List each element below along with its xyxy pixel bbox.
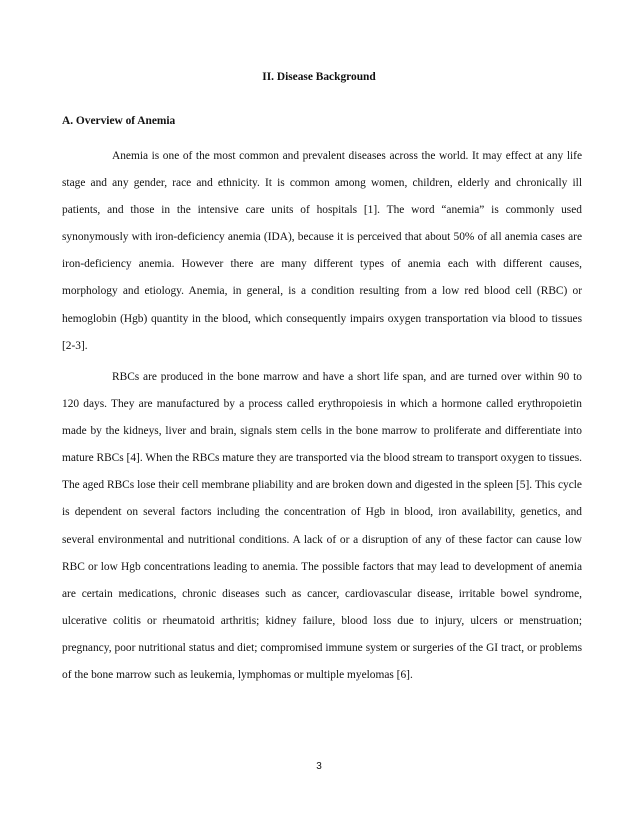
subsection-title: A. Overview of Anemia xyxy=(62,115,176,127)
section-title: II. Disease Background xyxy=(262,71,376,83)
paragraph-rbc-production: RBCs are produced in the bone marrow and have a short life span, and are turned over within 90 to 120 days. They are manufactured by a process called erythropoiesis in which a hormone called erythropoietin made by the kidneys, liver and brain, signals stem cells in the bone marrow to proliferate and differentiate into mature RBCs [4]. When the RBCs mature they are transported via the blood stream to transport oxygen to tissues. The aged RBCs lose their cell membrane pliability and are broken down and digested in the spleen [5]. This cycle is dependent on several factors including the concentration of Hgb in blood, iron availability, genetics, and several environmental and nutritional conditions. A lack of or a disruption of any of these factor can cause low RBC or low Hgb concentrations leading to anemia. The possible factors that may lead to development of anemia are certain medications, chronic diseases such as cancer, cardiovascular disease, irritable bowel syndrome, ulcerative colitis or rheumatoid arthritis; kidney failure, blood loss due to injury, ulcers or menstruation; pregnancy, poor nutritional status and diet; compromised immune system or surgeries of the GI tract, or problems of the bone marrow such as leukemia, lymphomas or multiple myelomas [6]. xyxy=(62,371,582,682)
paragraph-anemia-overview: Anemia is one of the most common and prevalent diseases across the world. It may effect at any life stage and any gender, race and ethnicity. It is common among women, children, elderly and chronically ill patients, and those in the intensive care units of hospitals [1]. The word “anemia” is commonly used synonymously with iron-deficiency anemia (IDA), because it is perceived that about 50% of all anemia cases are iron-deficiency anemia. However there are many different types of anemia each with different causes, morphology and etiology. Anemia, in general, is a condition resulting from a low red blood cell (RBC) or hemoglobin (Hgb) quantity in the blood, which consequently impairs oxygen transportation via blood to tissues [2-3]. xyxy=(62,150,582,352)
page-number: 3 xyxy=(316,761,322,772)
